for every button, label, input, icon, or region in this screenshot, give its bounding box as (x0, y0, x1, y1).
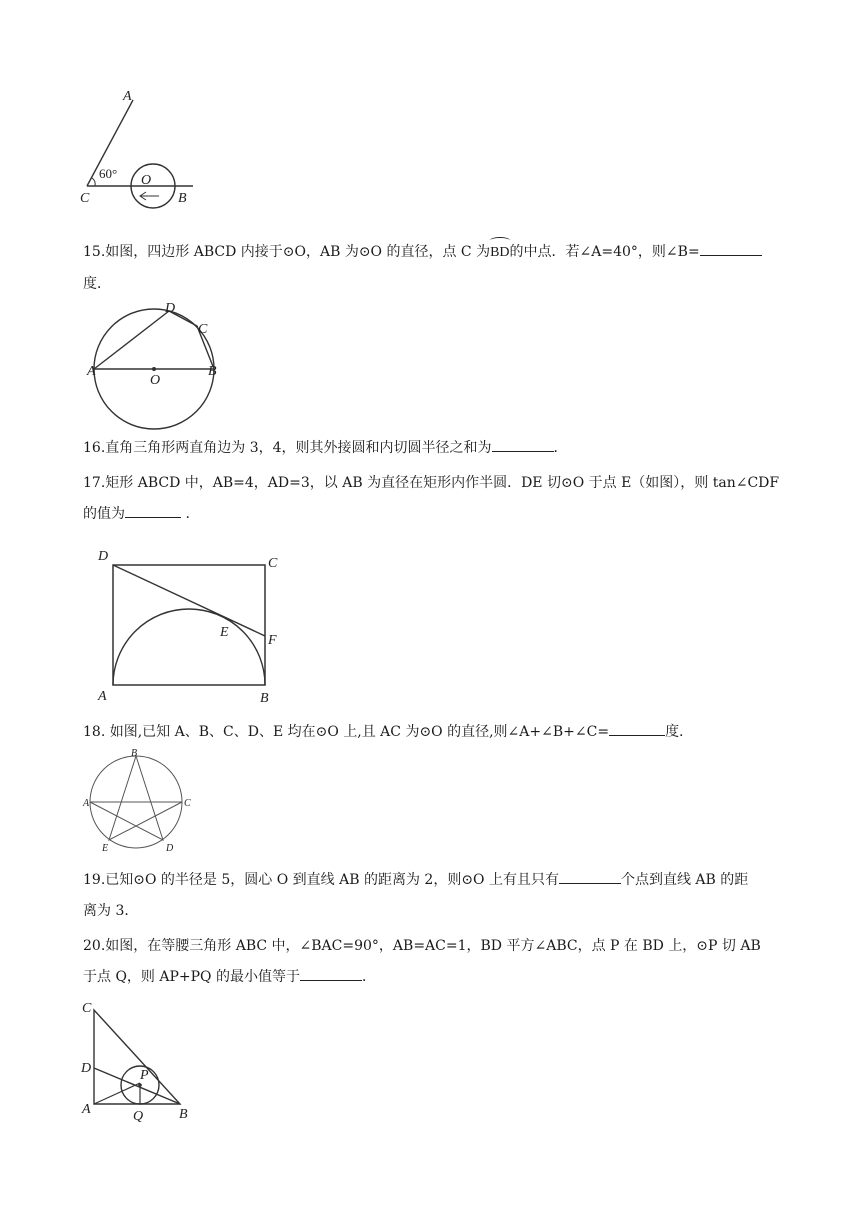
figure-angle-circle (75, 90, 205, 210)
question-19 (83, 869, 783, 922)
answer-blank-19[interactable] (559, 869, 621, 884)
label-O: O (141, 173, 152, 188)
question-17-end: . (181, 506, 190, 522)
label-F: F (268, 633, 277, 648)
label-C: C (80, 191, 90, 206)
figure-isosceles-right-triangle (78, 998, 208, 1128)
label-A: A (82, 1102, 91, 1117)
label-B: B (179, 1107, 188, 1122)
label-E: E (220, 625, 229, 640)
label-A: A (98, 689, 107, 704)
question-20-end: ． (362, 969, 376, 985)
question-20-line2: 于点 Q，则 AP+PQ 的最小值等于 (83, 969, 300, 985)
label-P: P (140, 1068, 149, 1083)
label-C: C (198, 322, 208, 337)
question-17 (83, 472, 783, 525)
answer-blank-17[interactable] (125, 503, 181, 518)
question-19-line2: 离为 3． (83, 903, 139, 919)
answer-blank-15[interactable] (700, 241, 762, 256)
question-15-line2: 度． (83, 276, 111, 292)
label-A: A (83, 798, 90, 809)
label-C: C (184, 798, 191, 809)
label-E: E (102, 843, 109, 854)
label-B: B (178, 191, 187, 206)
figure-pentagram-circle (80, 748, 200, 854)
figure-rectangle-semicircle (88, 540, 298, 712)
label-B: B (131, 748, 138, 759)
label-A: A (87, 364, 96, 379)
label-D: D (81, 1061, 92, 1076)
question-17-line2: 的值为 (83, 506, 125, 522)
question-18-text: 18. 如图,已知 A、B、C、D、E 均在⊙O 上,且 AC 为⊙O 的直径,则∠A+∠B+∠C= (83, 724, 610, 740)
arc-bd: BD (490, 242, 509, 264)
question-16 (83, 437, 783, 459)
question-15-text-cont: 的中点．若∠A=40°，则∠B= (509, 244, 700, 260)
label-B: B (208, 364, 217, 379)
label-D: D (165, 301, 176, 316)
label-Q: Q (133, 1109, 144, 1124)
answer-blank-18[interactable] (609, 721, 665, 736)
label-C: C (82, 1001, 92, 1016)
question-18-end: 度. (665, 724, 684, 740)
label-D: D (98, 549, 109, 564)
question-16-text: 16.直角三角形两直角边为 3，4，则其外接圆和内切圆半径之和为 (83, 440, 492, 456)
answer-blank-16[interactable] (492, 437, 554, 452)
question-16-end: ． (553, 440, 568, 456)
label-B: B (260, 691, 269, 706)
label-A: A (123, 89, 132, 104)
question-19-text-b: 个点到直线 AB 的距 (620, 872, 749, 888)
question-20-line1: 20.如图，在等腰三角形 ABC 中，∠BAC=90°，AB=AC=1，BD 平方∠ABC，点 P 在 BD 上，⊙P 切 AB (83, 938, 761, 954)
question-15-text: 15.如图，四边形 ABCD 内接于⊙O，AB 为⊙O 的直径，点 C 为 (83, 244, 491, 260)
label-O: O (150, 373, 161, 388)
question-19-text-a: 19.已知⊙O 的半径是 5，圆心 O 到直线 AB 的距离为 2，则⊙O 上有且只有 (83, 872, 559, 888)
question-18 (83, 721, 783, 743)
figure-inscribed-quadrilateral (80, 298, 250, 426)
question-20 (83, 935, 783, 988)
label-angle: 60° (99, 166, 118, 181)
question-15 (83, 241, 783, 295)
label-D: D (166, 843, 174, 854)
answer-blank-20[interactable] (300, 966, 362, 981)
question-17-line1: 17.矩形 ABCD 中，AB=4，AD=3，以 AB 为直径在矩形内作半圆．DE 切⊙O 于点 E（如图），则 tan∠CDF (83, 475, 780, 491)
label-C: C (268, 556, 278, 571)
